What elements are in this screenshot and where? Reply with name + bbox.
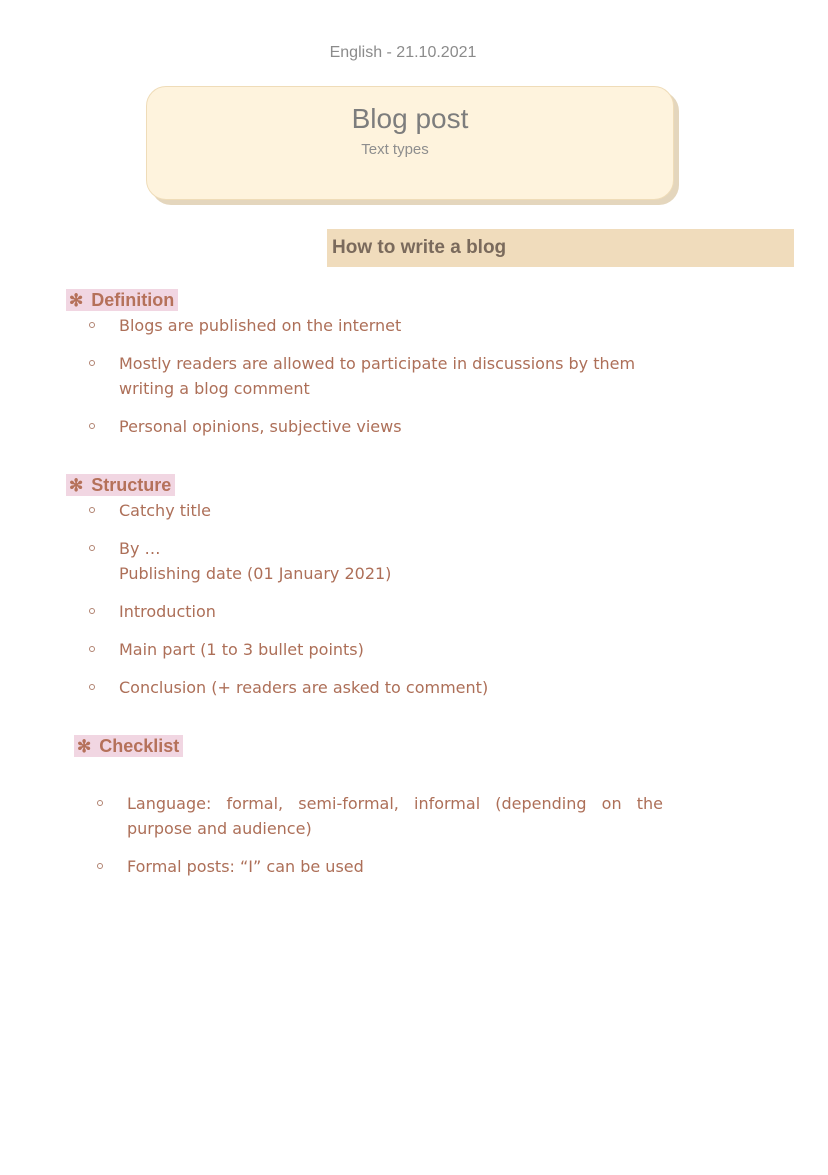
list-item: Catchy title (89, 498, 663, 523)
checklist-heading-label: Checklist (99, 736, 180, 756)
circle-bullet-icon (97, 863, 103, 869)
structure-heading-label: Structure (91, 475, 172, 495)
definition-heading-label: Definition (91, 290, 175, 310)
list-item: Conclusion (+ readers are asked to comment) (89, 675, 663, 700)
asterisk-icon: ✻ (69, 476, 84, 495)
definition-heading (66, 289, 178, 311)
circle-bullet-icon (89, 608, 95, 614)
page-title: Blog post (351, 103, 469, 134)
list-item: Personal opinions, subjective views (89, 414, 663, 439)
circle-bullet-icon (89, 545, 95, 551)
circle-bullet-icon (89, 507, 95, 513)
list-item: Introduction (89, 599, 663, 624)
title-card (146, 86, 674, 200)
list-item: Main part (1 to 3 bullet points) (89, 637, 663, 662)
circle-bullet-icon (89, 646, 95, 652)
list-item: Blogs are published on the internet (89, 313, 663, 338)
section-banner: How to write a blog (327, 229, 794, 267)
circle-bullet-icon (89, 360, 95, 366)
structure-heading (66, 474, 175, 496)
list-item: Language: formal, semi-formal, informal (depending on the purpose and audience) (97, 791, 663, 841)
page-subtitle: Text types (361, 141, 429, 158)
list-item: Mostly readers are allowed to participate in discussions by them writing a blog comment (89, 351, 663, 401)
asterisk-icon: ✻ (69, 291, 84, 310)
list-item: Formal posts: “I” can be used (97, 854, 663, 879)
asterisk-icon: ✻ (77, 737, 92, 756)
structure-list (89, 498, 663, 713)
circle-bullet-icon (97, 800, 103, 806)
circle-bullet-icon (89, 684, 95, 690)
definition-list (89, 313, 663, 452)
circle-bullet-icon (89, 423, 95, 429)
document-date-line: English - 21.10.2021 (329, 44, 477, 61)
circle-bullet-icon (89, 322, 95, 328)
list-item: By … Publishing date (01 January 2021) (89, 536, 663, 586)
checklist-heading (74, 735, 183, 757)
checklist-list (97, 791, 663, 892)
